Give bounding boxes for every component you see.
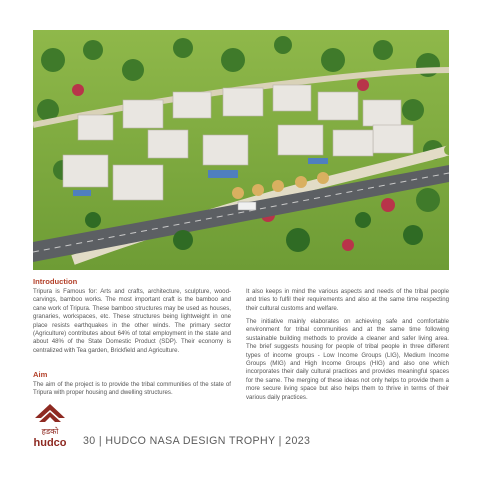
- introduction-text: Tripura is Famous for: Arts and crafts, architecture, sculpture, wood-carvings, bamboo works. The most important craft is the bamboo and cane work of Tripura. These bamboo structures may be used as houses, granaries, workspaces, etc. These structures being lightweight in one place resists earthquakes in the other winds. The primary sector (Agriculture) contributes about 64% of total employment in the state and about 48% of the State Domestic Product (SDP). Their economy is centralized with Tea garden, Brickfield and Agriculture.: [33, 288, 231, 354]
- logo-brand-text: hudco: [33, 437, 67, 448]
- logo-hindi-text: हडको: [41, 427, 59, 436]
- page-number-footer: 30 | HUDCO NASA DESIGN TROPHY | 2023: [83, 435, 311, 447]
- aerial-housing-render: [33, 30, 449, 270]
- right-paragraph-2: The initiative mainly elaborates on achieving safe and comfortable environment for tribal communities and at the same time following sustainable building methods to provide a cleaner and safer living area. The brief suggests housing for people of tribal people in three different types of income groups - Low Income Groups (LIG), Medium Income Groups (MIG) and High Income Groups (HIG) and also one which incorporates their daily cultural practices and provides meaningful spaces for the same. The merging of these ideas not only helps to provide them a more secure living space but also helps them to thrive in terms of their various daily practices.: [246, 318, 449, 401]
- page-footer: [33, 404, 311, 450]
- aim-heading: Aim: [33, 370, 48, 379]
- right-paragraph-1: It also keeps in mind the various aspects and needs of the tribal people and tries to fulfil their requirements and also at the same time respecting their cultural customs and welfare.: [246, 288, 449, 312]
- introduction-heading: Introduction: [33, 277, 78, 286]
- hudco-logo: [33, 404, 75, 448]
- aim-text: The aim of the project is to provide the tribal communities of the state of Tripura with proper housing and dwelling structures.: [33, 381, 231, 397]
